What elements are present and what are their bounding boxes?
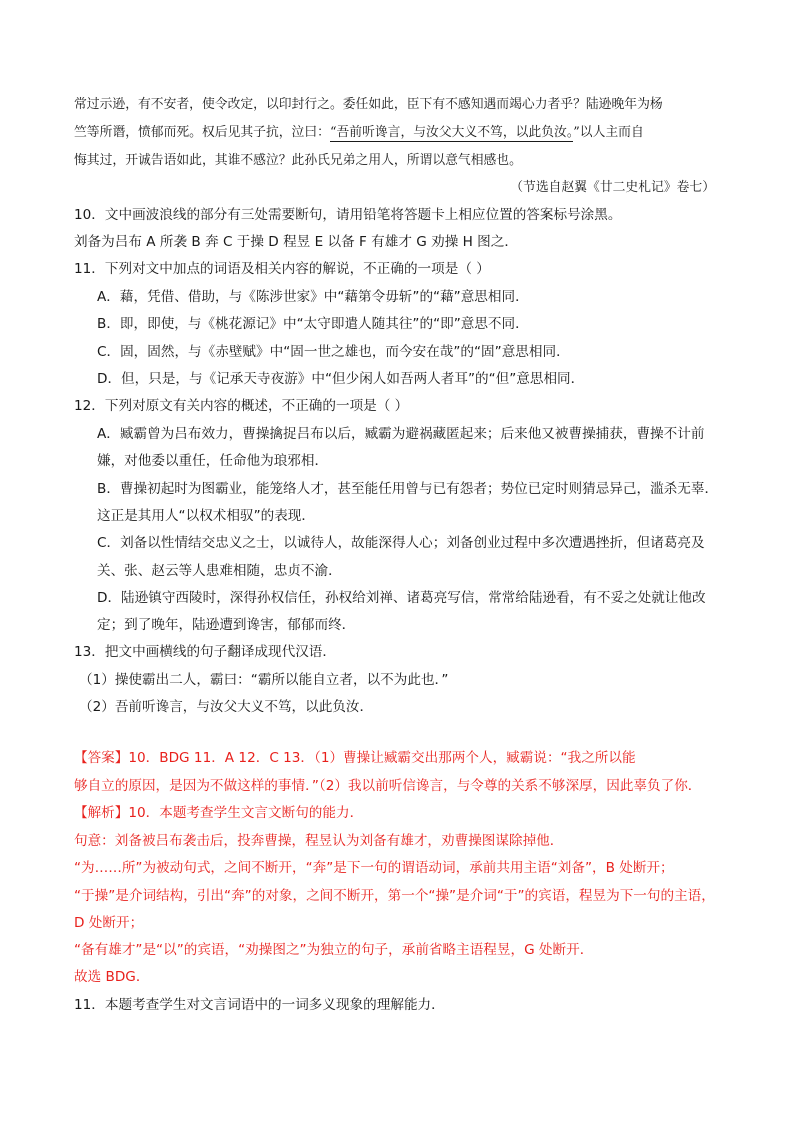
question-11-option-b: B．即，即使，与《桃花源记》中“太守即遣人随其往”的“即”意思不同． (97, 316, 529, 332)
analysis-header: 【解析】10．本题考查学生文言文断句的能力． (74, 805, 364, 821)
analysis-line-4: D 处断开； (74, 915, 144, 931)
passage-line-2 (74, 123, 644, 143)
passage-source: （节选自赵翼《廿二史札记》卷七） (510, 180, 715, 195)
question-12-option-d-cont: 定；到了晚年，陆逊遭到谗害，郁郁而终． (97, 617, 356, 633)
question-12: 12．下列对原文有关内容的概述，不正确的一项是（ ） (74, 398, 409, 414)
question-12-option-d: D．陆逊镇守西陵时，深得孙权信任，孙权给刘禅、诸葛亮写信，常常给陆逊看，有不妥之处就让他改 (97, 590, 706, 606)
question-10: 10．文中画波浪线的部分有三处需要断句，请用铅笔将答题卡上相应位置的答案标号涂黑。 (74, 207, 622, 223)
question-12-option-b: B．曹操初起时为图霸业，能笼络人才，甚至能任用曾与已有怨者；势位已定时则猜忌异己，滥杀无辜． (97, 481, 719, 497)
passage-line-2-pre: 竺等所谮，愤郁而死。权后见其子抗，泣曰： (74, 125, 330, 140)
question-13-part-1: （1）操使霸出二人，霸曰：“霸所以能自立者，以不为此也．” (79, 672, 449, 688)
question-11: 11．下列对文中加点的词语及相关内容的解说，不正确的一项是（ ） (74, 261, 490, 277)
analysis-question-11: 11．本题考查学生对文言词语中的一词多义现象的理解能力． (74, 997, 445, 1013)
question-13: 13．把文中画横线的句子翻译成现代汉语． (74, 644, 336, 660)
answer-line-2: 够自立的原因，是因为不做这样的事情．”（2）我以前听信谗言，与令尊的关系不够深厚，因此辜负了你． (74, 778, 702, 794)
passage-line-2-post: ”以人主而自 (573, 125, 644, 140)
question-11-option-d: D．但，只是，与《记承天寺夜游》中“但少闲人如吾两人者耳”的“但”意思相同． (97, 371, 585, 387)
analysis-line-1: 句意：刘备被吕布袭击后，投奔曹操，程昱认为刘备有雄才，劝曹操图谋除掉他． (74, 833, 564, 849)
answer-line-1: 【答案】10．BDG 11．A 12．C 13．（1）曹操让臧霸交出那两个人，臧霸说：“我之所以能 (74, 750, 636, 766)
analysis-line-5: “备有雄才”是“以”的宾语，“劝操图之”为独立的句子，承前省略主语程昱，G 处断开． (74, 942, 594, 958)
analysis-line-2: “为……所”为被动句式，之间不断开，“奔”是下一句的谓语动词，承前共用主语“刘备”，B 处断开； (74, 860, 674, 876)
passage-line-1: 常过示逊，有不安者，使令改定，以印封行之。委任如此，臣下有不感知遇而竭心力者乎？陆逊晚年为杨 (74, 97, 663, 112)
question-12-option-a-cont: 嫌，对他委以重任，任命他为琅邪相． (97, 453, 329, 469)
question-12-option-c: C．刘备以性情结交忠义之士，以诚待人，故能深得人心；刘备创业过程中多次遭遇挫折，但诸葛亮及 (97, 535, 705, 551)
analysis-line-3: “于操”是介词结构，引出“奔”的对象，之间不断开，第一个“操”是介词“于”的宾语，程昱为下一句的主语， (74, 888, 715, 904)
question-11-option-a: A．藉，凭借、借助，与《陈涉世家》中“藉第令毋斩”的“藉”意思相同． (97, 289, 529, 305)
passage-line-3: 悔其过，开诚告语如此，其谁不感泣？此孙氏兄弟之用人，所谓以意气相感也。 (74, 153, 522, 168)
question-12-option-a: A．臧霸曾为吕布效力，曹操擒捉吕布以后，臧霸为避祸藏匿起来；后来他又被曹操捕获，曹操不计前 (97, 426, 705, 442)
question-10-sentence: 刘备为吕布 A 所袭 B 奔 C 于操 D 程昱 E 以备 F 有雄才 G 劝操 H 图之． (74, 234, 518, 250)
question-13-part-2: （2）吾前听谗言，与汝父大义不笃，以此负汝． (79, 699, 374, 715)
underlined-sentence: “吾前听谗言，与汝父大义不笃，以此负汝。 (329, 125, 574, 140)
question-12-option-c-cont: 关、张、赵云等人患难相随，忠贞不渝． (97, 563, 342, 579)
question-11-option-c: C．固，固然，与《赤壁赋》中“固一世之雄也，而今安在哉”的“固”意思相同． (97, 344, 570, 360)
question-12-option-b-cont: 这正是其用人“以权术相驭”的表现． (97, 508, 315, 524)
analysis-conclusion: 故选 BDG． (74, 969, 150, 985)
